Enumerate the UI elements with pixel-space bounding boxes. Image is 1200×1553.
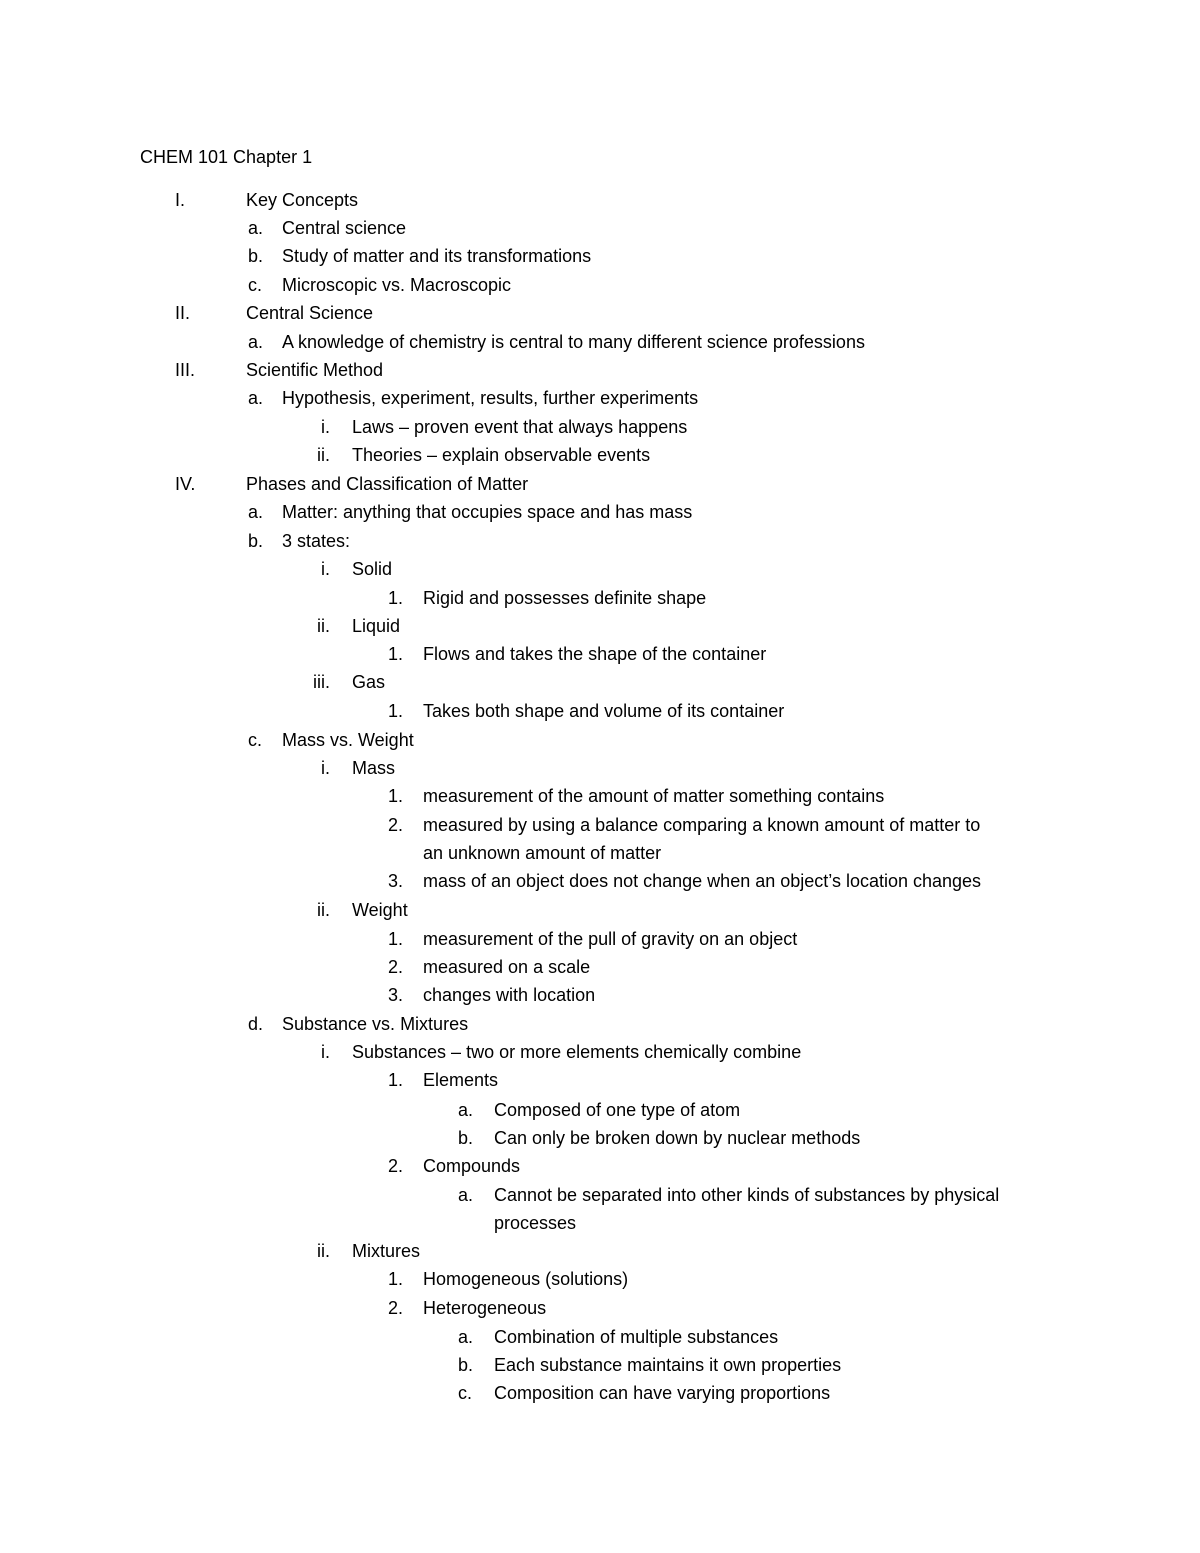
outline-marker: 1. <box>388 644 404 664</box>
outline-text: Scientific Method <box>246 360 384 380</box>
outline-item <box>0 584 1200 612</box>
outline-marker: ii. <box>317 900 330 920</box>
outline-marker: c. <box>248 275 263 295</box>
outline-marker: ii. <box>317 445 330 465</box>
outline-text: Flows and takes the shape of the container <box>423 644 767 664</box>
outline-item <box>0 1038 1200 1066</box>
outline-text: Laws – proven event that always happens <box>352 417 688 437</box>
outline-text: Hypothesis, experiment, results, further experiments <box>282 388 699 408</box>
outline-marker: i. <box>321 559 330 579</box>
outline-marker: 1. <box>388 701 404 721</box>
outline-marker: 1. <box>388 1269 404 1289</box>
outline-marker: a. <box>458 1185 474 1205</box>
outline-text: Rigid and possesses definite shape <box>423 588 707 608</box>
outline-item <box>0 782 1200 810</box>
outline-text: Each substance maintains it own properties <box>494 1355 842 1375</box>
outline-item <box>0 1096 1200 1124</box>
outline-item <box>0 1010 1200 1038</box>
outline-item <box>0 668 1200 696</box>
outline-marker: a. <box>248 332 264 352</box>
outline-text: Phases and Classification of Matter <box>246 474 529 494</box>
outline-marker: II. <box>175 303 191 323</box>
outline-text: measurement of the amount of matter something contains <box>423 786 885 806</box>
outline-marker: I. <box>175 190 186 210</box>
outline-text: Central science <box>282 218 407 238</box>
outline-marker: 1. <box>388 588 404 608</box>
outline-item <box>0 867 1200 895</box>
outline-item <box>0 726 1200 754</box>
outline-text: Heterogeneous <box>423 1298 547 1318</box>
outline-item <box>0 441 1200 469</box>
outline-text: Homogeneous (solutions) <box>423 1269 629 1289</box>
outline-marker: a. <box>248 388 264 408</box>
outline-item <box>0 498 1200 526</box>
outline-item <box>0 1237 1200 1265</box>
outline-text: Composed of one type of atom <box>494 1100 741 1120</box>
outline-text: A knowledge of chemistry is central to many different science professions <box>282 332 865 352</box>
outline-item <box>0 640 1200 668</box>
outline-item <box>0 811 1200 839</box>
outline-marker: b. <box>248 246 264 266</box>
outline-marker: d. <box>248 1014 264 1034</box>
outline-marker: ii. <box>317 616 330 636</box>
outline-marker: a. <box>458 1100 474 1120</box>
outline-marker: III. <box>175 360 196 380</box>
outline-text: Microscopic vs. Macroscopic <box>282 275 512 295</box>
outline-marker: c. <box>458 1383 473 1403</box>
outline-text-continuation: processes <box>494 1213 577 1233</box>
outline-item <box>0 242 1200 270</box>
outline-item <box>0 1379 1200 1407</box>
outline-text: measured by using a balance comparing a known amount of matter to <box>423 815 981 835</box>
outline-marker: b. <box>458 1355 474 1375</box>
outline-item <box>0 1124 1200 1152</box>
outline-marker: c. <box>248 730 263 750</box>
outline-item <box>0 896 1200 924</box>
outline-marker: IV. <box>175 474 196 494</box>
outline-item <box>0 470 1200 498</box>
outline-text: Composition can have varying proportions <box>494 1383 831 1403</box>
outline-marker: 3. <box>388 871 404 891</box>
outline-marker: 1. <box>388 786 404 806</box>
outline-item <box>0 981 1200 1009</box>
outline-item <box>0 186 1200 214</box>
outline-text: measured on a scale <box>423 957 591 977</box>
outline-item <box>0 527 1200 555</box>
outline-text: Compounds <box>423 1156 521 1176</box>
outline-item <box>0 1152 1200 1180</box>
outline-text: Key Concepts <box>246 190 359 210</box>
outline-text: Mass vs. Weight <box>282 730 414 750</box>
outline-marker: 2. <box>388 1156 404 1176</box>
outline-text: Substances – two or more elements chemically combine <box>352 1042 802 1062</box>
outline-text: Combination of multiple substances <box>494 1327 779 1347</box>
outline-marker: 3. <box>388 985 404 1005</box>
outline-text: Cannot be separated into other kinds of substances by physical <box>494 1185 1000 1205</box>
outline-marker: a. <box>458 1327 474 1347</box>
outline-text: Mixtures <box>352 1241 421 1261</box>
outline-item <box>0 1323 1200 1351</box>
outline-marker: b. <box>248 531 264 551</box>
outline-marker: 2. <box>388 1298 404 1318</box>
outline-text: Liquid <box>352 616 401 636</box>
outline-item <box>0 925 1200 953</box>
outline-text: Solid <box>352 559 393 579</box>
outline-marker: 1. <box>388 929 404 949</box>
outline-item <box>0 413 1200 441</box>
outline-item <box>0 299 1200 327</box>
outline-text: Substance vs. Mixtures <box>282 1014 469 1034</box>
outline-text: Mass <box>352 758 396 778</box>
outline-text: measurement of the pull of gravity on an object <box>423 929 798 949</box>
outline-text: Elements <box>423 1070 499 1090</box>
outline-text: Weight <box>352 900 408 920</box>
outline-item <box>0 555 1200 583</box>
outline-item <box>0 1066 1200 1094</box>
outline-item <box>0 953 1200 981</box>
outline-item <box>0 697 1200 725</box>
outline-item <box>0 1181 1200 1209</box>
outline-marker: ii. <box>317 1241 330 1261</box>
outline-text: Study of matter and its transformations <box>282 246 592 266</box>
outline-item <box>0 754 1200 782</box>
outline-item <box>0 384 1200 412</box>
outline-marker: 1. <box>388 1070 404 1090</box>
document-title: CHEM 101 Chapter 1 <box>140 147 313 167</box>
outline-item <box>0 214 1200 242</box>
outline-marker: a. <box>248 218 264 238</box>
outline-marker: 2. <box>388 957 404 977</box>
outline-marker: i. <box>321 758 330 778</box>
outline-item <box>0 1351 1200 1379</box>
outline-text: Takes both shape and volume of its container <box>423 701 785 721</box>
outline-text: Central Science <box>246 303 374 323</box>
outline-text: 3 states: <box>282 531 351 551</box>
outline-marker: 2. <box>388 815 404 835</box>
outline-item <box>0 271 1200 299</box>
outline-marker: b. <box>458 1128 474 1148</box>
outline-item <box>0 328 1200 356</box>
outline-marker: a. <box>248 502 264 522</box>
outline-marker: i. <box>321 1042 330 1062</box>
outline-text: Theories – explain observable events <box>352 445 651 465</box>
outline-text-continuation: an unknown amount of matter <box>423 843 662 863</box>
outline-item <box>0 356 1200 384</box>
outline-marker: i. <box>321 417 330 437</box>
outline-item <box>0 1265 1200 1293</box>
outline-text: mass of an object does not change when an object’s location changes <box>423 871 982 891</box>
outline-text: Gas <box>352 672 386 692</box>
outline-text: Matter: anything that occupies space and has mass <box>282 502 693 522</box>
outline-text: Can only be broken down by nuclear methods <box>494 1128 861 1148</box>
outline-text: changes with location <box>423 985 596 1005</box>
outline-item <box>0 612 1200 640</box>
outline-marker: iii. <box>313 672 330 692</box>
outline-item <box>0 1294 1200 1322</box>
